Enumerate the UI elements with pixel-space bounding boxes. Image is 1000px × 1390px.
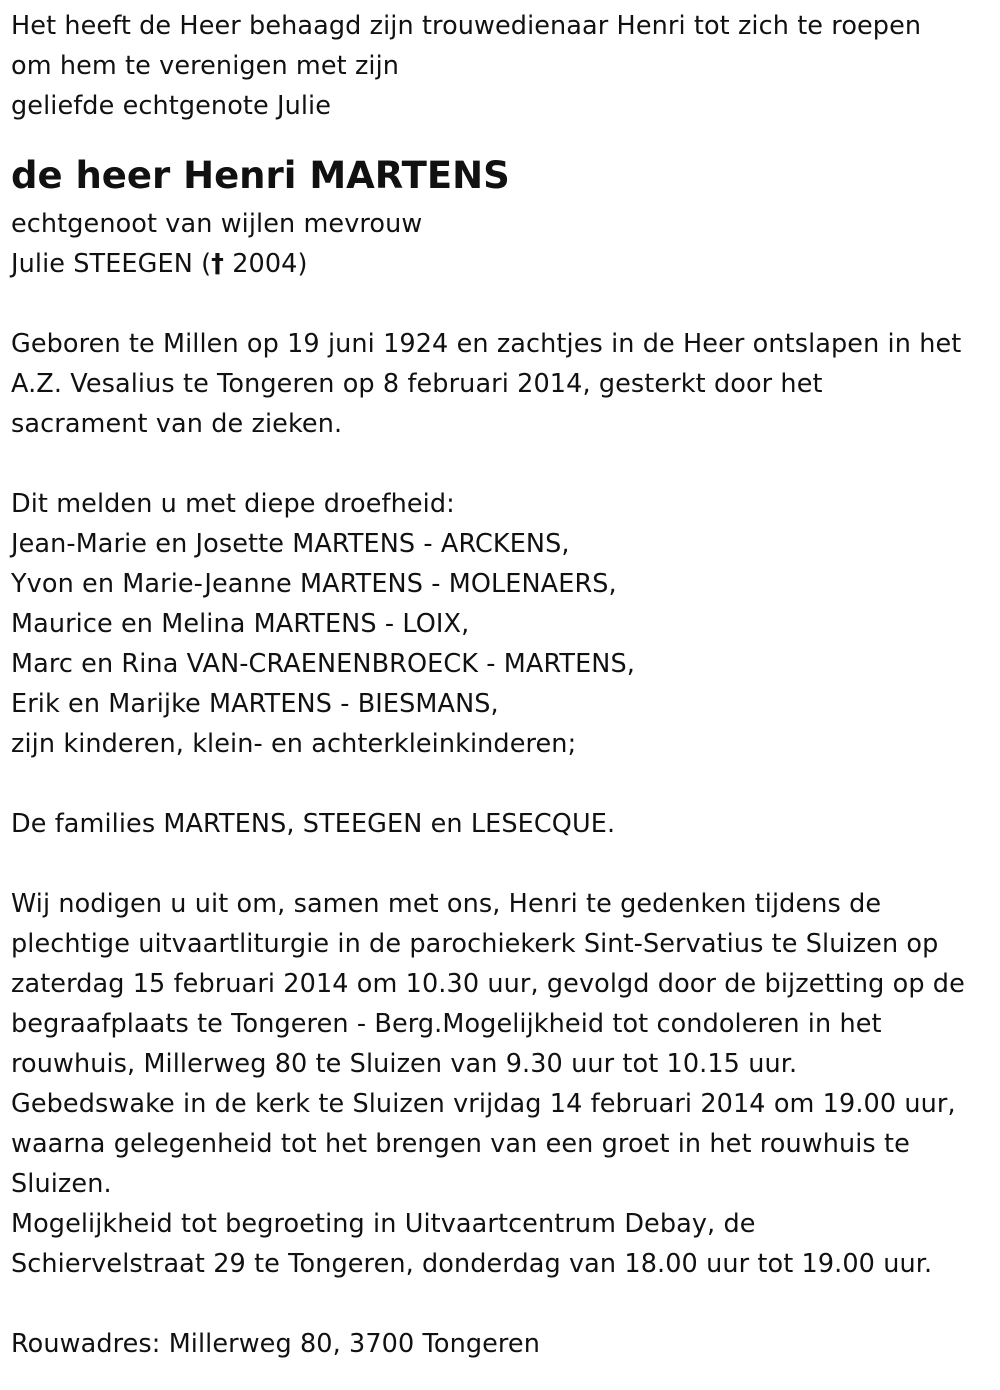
ceremony-line: Sluizen. <box>11 1169 112 1199</box>
birth-death-line: A.Z. Vesalius te Tongeren op 8 februari 2014, gesterkt door het <box>11 369 823 399</box>
ceremony-line: waarna gelegenheid tot het brengen van een groet in het rouwhuis te <box>11 1129 910 1159</box>
announcement-heading: Dit melden u met diepe droefheid: <box>11 489 455 519</box>
spouse-name: Julie STEEGEN ( <box>11 249 212 279</box>
ceremony-line: zaterdag 15 februari 2014 om 10.30 uur, gevolgd door de bijzetting op de <box>11 969 965 999</box>
family-member-line: Maurice en Melina MARTENS - LOIX, <box>11 609 470 639</box>
intro-line: geliefde echtgenote Julie <box>11 91 332 121</box>
spouse-death-year: 2004) <box>224 249 308 279</box>
deceased-name: de heer Henri MARTENS <box>11 154 510 197</box>
birth-death-paragraph <box>11 324 995 444</box>
families-line: De families MARTENS, STEEGEN en LESECQUE. <box>11 809 616 839</box>
mourning-address: Rouwadres: Millerweg 80, 3700 Tongeren <box>11 1329 540 1359</box>
intro-line: Het heeft de Heer behaagd zijn trouwedienaar Henri tot zich te roepen <box>11 11 922 41</box>
spouse-name-line <box>11 244 995 284</box>
death-notice <box>11 6 995 1364</box>
ceremony-line: Schiervelstraat 29 te Tongeren, donderdag van 18.00 uur tot 19.00 uur. <box>11 1249 933 1279</box>
ceremony-line: plechtige uitvaartliturgie in de parochiekerk Sint-Servatius te Sluizen op <box>11 929 939 959</box>
announcement-paragraph <box>11 484 995 764</box>
spouse-paragraph <box>11 204 995 284</box>
ceremony-line: Wij nodigen u uit om, samen met ons, Henri te gedenken tijdens de <box>11 889 882 919</box>
family-member-line: Jean-Marie en Josette MARTENS - ARCKENS, <box>11 529 570 559</box>
family-member-line: Marc en Rina VAN-CRAENENBROECK - MARTENS, <box>11 649 635 679</box>
cross-icon: † <box>211 249 224 279</box>
intro-paragraph <box>11 6 995 126</box>
birth-death-line: Geboren te Millen op 19 juni 1924 en zachtjes in de Heer ontslapen in het <box>11 329 962 359</box>
ceremony-line: begraafplaats te Tongeren - Berg.Mogelijkheid tot condoleren in het <box>11 1009 882 1039</box>
ceremony-paragraph <box>11 884 995 1284</box>
family-member-line: zijn kinderen, klein- en achterkleinkinderen; <box>11 729 577 759</box>
ceremony-line: Mogelijkheid tot begroeting in Uitvaartcentrum Debay, de <box>11 1209 756 1239</box>
family-member-line: Erik en Marijke MARTENS - BIESMANS, <box>11 689 499 719</box>
ceremony-line: Gebedswake in de kerk te Sluizen vrijdag 14 februari 2014 om 19.00 uur, <box>11 1089 956 1119</box>
birth-death-line: sacrament van de zieken. <box>11 409 343 439</box>
family-member-line: Yvon en Marie-Jeanne MARTENS - MOLENAERS, <box>11 569 617 599</box>
ceremony-line: rouwhuis, Millerweg 80 te Sluizen van 9.30 uur tot 10.15 uur. <box>11 1049 798 1079</box>
spouse-line: echtgenoot van wijlen mevrouw <box>11 209 423 239</box>
intro-line: om hem te verenigen met zijn <box>11 51 400 81</box>
